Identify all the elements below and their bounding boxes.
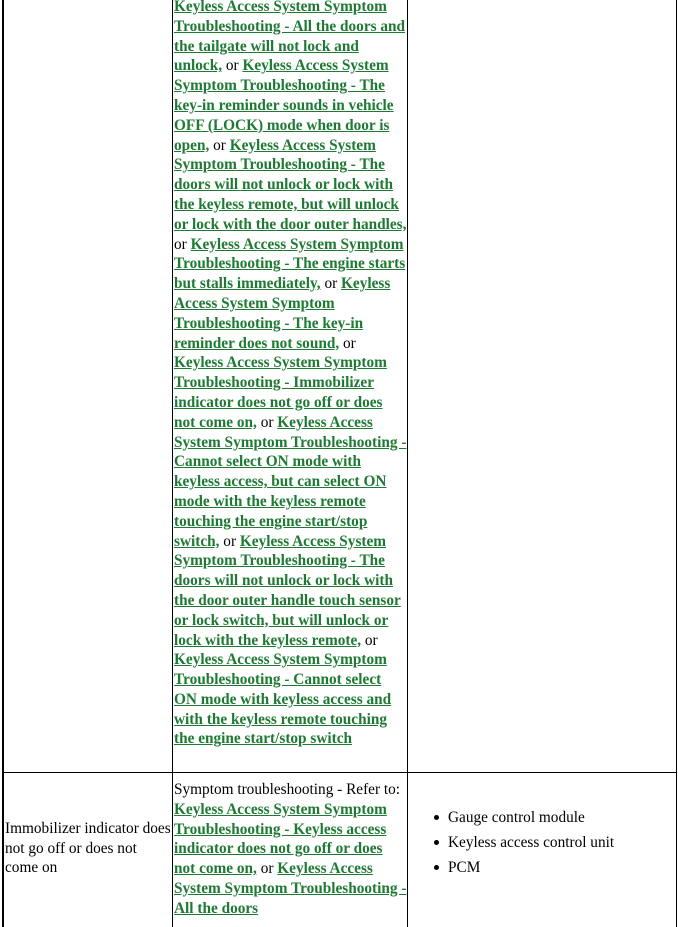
troubleshooting-link[interactable]: Keyless Access System Symptom Troubleshooting - Cannot select ON mode with keyless access, but can select ON mode with the keyless remote touching the engine start/stop switch, [174, 413, 407, 550]
symptom-cell [2, 0, 173, 772]
or-text: or [174, 235, 187, 253]
table-row [2, 0, 677, 773]
bullet-icon [434, 815, 439, 820]
or-text: or [260, 860, 274, 878]
parts-cell [408, 0, 677, 772]
symptom-cell [2, 773, 173, 927]
or-text: or [324, 275, 338, 293]
troubleshooting-link[interactable]: Keyless Access System Symptom Troubleshooting - The doors will not unlock or lock with the door outer handle touch sensor or lock switch, but will unlock or lock with the keyless remote, [174, 532, 401, 649]
parts-cell [408, 773, 677, 927]
list-item: PCM [434, 855, 676, 880]
troubleshooting-link[interactable]: Keyless Access System Symptom Troubleshooting - All the doors and the tailgate will not lock and unlock, [174, 0, 406, 75]
list-item: Keyless access control unit [434, 830, 676, 855]
troubleshooting-link[interactable]: Keyless Access System Symptom Troubleshooting - Immobilizer indicator does not go off or does not come on, [174, 354, 387, 431]
procedure-cell [173, 0, 408, 772]
table-row [2, 773, 677, 927]
parts-list [408, 773, 676, 880]
troubleshooting-table [2, 0, 677, 927]
troubleshooting-link[interactable]: Keyless Access System Symptom Troubleshooting - The key-in reminder sounds in vehicle OFF (LOCK) mode when door is open, [174, 57, 394, 154]
or-text: or [225, 57, 239, 75]
symptom-text: Immobilizer indicator does not go off or does not come on [5, 820, 171, 877]
troubleshooting-link[interactable]: Keyless Access System Symptom Troubleshooting - The engine starts but stalls immediately, [174, 235, 406, 293]
bullet-icon [434, 865, 439, 870]
or-text: or [343, 334, 356, 352]
or-text: or [260, 413, 274, 431]
or-text: or [213, 136, 226, 154]
list-item: Gauge control module [434, 805, 676, 830]
troubleshooting-link[interactable]: Keyless Access System Symptom Troubleshooting - The key-in reminder does not sound, [174, 275, 391, 352]
or-text: or [223, 532, 237, 550]
troubleshooting-link[interactable]: Keyless Access System Symptom Troubleshooting - The doors will not unlock or lock with the keyless remote, but will unlock or lock with the door outer handles, [174, 136, 407, 233]
or-text: or [364, 631, 378, 649]
troubleshooting-link[interactable]: Keyless Access System Symptom Troubleshooting - Cannot select ON mode with keyless access and with the keyless remote touching the engine start/stop switch [174, 651, 392, 748]
troubleshooting-link[interactable]: Keyless Access System Symptom Troubleshooting - Keyless access indicator does not go off or does not come on, [174, 800, 387, 878]
bullet-icon [434, 840, 439, 845]
procedure-cell [173, 773, 408, 927]
troubleshooting-link[interactable]: Keyless Access System Symptom Troubleshooting - All the doors [174, 860, 407, 917]
intro-text: Symptom troubleshooting - Refer to: [174, 781, 401, 798]
